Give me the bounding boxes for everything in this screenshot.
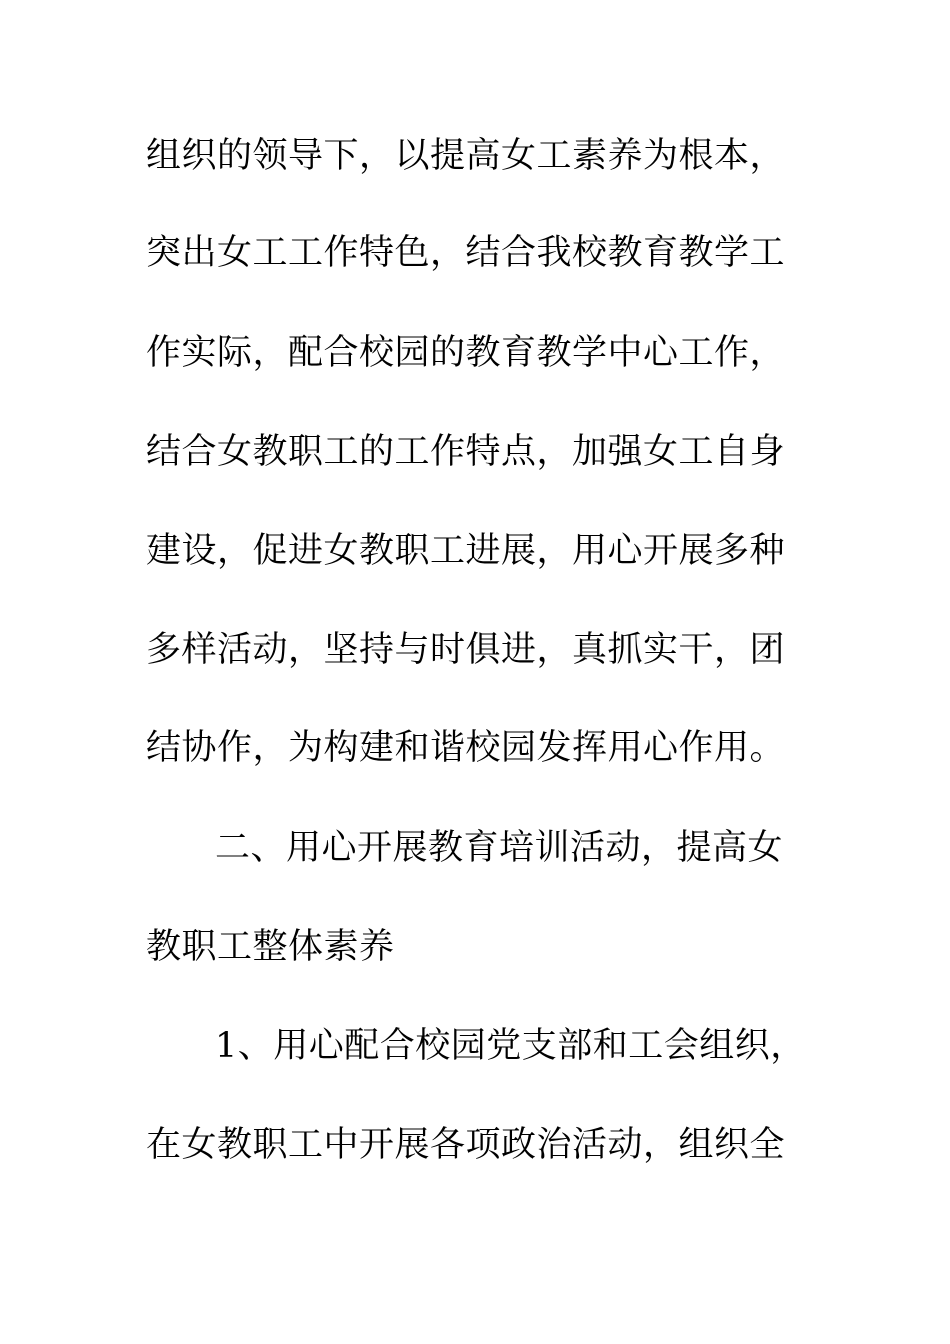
section-heading-line: 教职工整体素养	[146, 927, 395, 967]
paragraph-line: 建设，促进女教职工进展，用心开展多种	[146, 531, 786, 571]
paragraph-line: 1、用心配合校园党支部和工会组织，	[215, 1026, 806, 1066]
paragraph-line: 多样活动，坚持与时俱进，真抓实干，团	[146, 630, 786, 670]
paragraph-line: 作实际，配合校园的教育教学中心工作，	[146, 333, 786, 373]
paragraph-line: 组织的领导下，以提高女工素养为根本，	[146, 136, 786, 176]
paragraph-line: 在女教职工中开展各项政治活动，组织全	[146, 1125, 786, 1165]
section-heading-line: 二、用心开展教育培训活动，提高女	[215, 828, 784, 868]
paragraph-line: 结合女教职工的工作特点，加强女工自身	[146, 432, 786, 472]
paragraph-line: 结协作，为构建和谐校园发挥用心作用。	[146, 728, 786, 768]
paragraph-line: 突出女工工作特色，结合我校教育教学工	[146, 233, 786, 273]
